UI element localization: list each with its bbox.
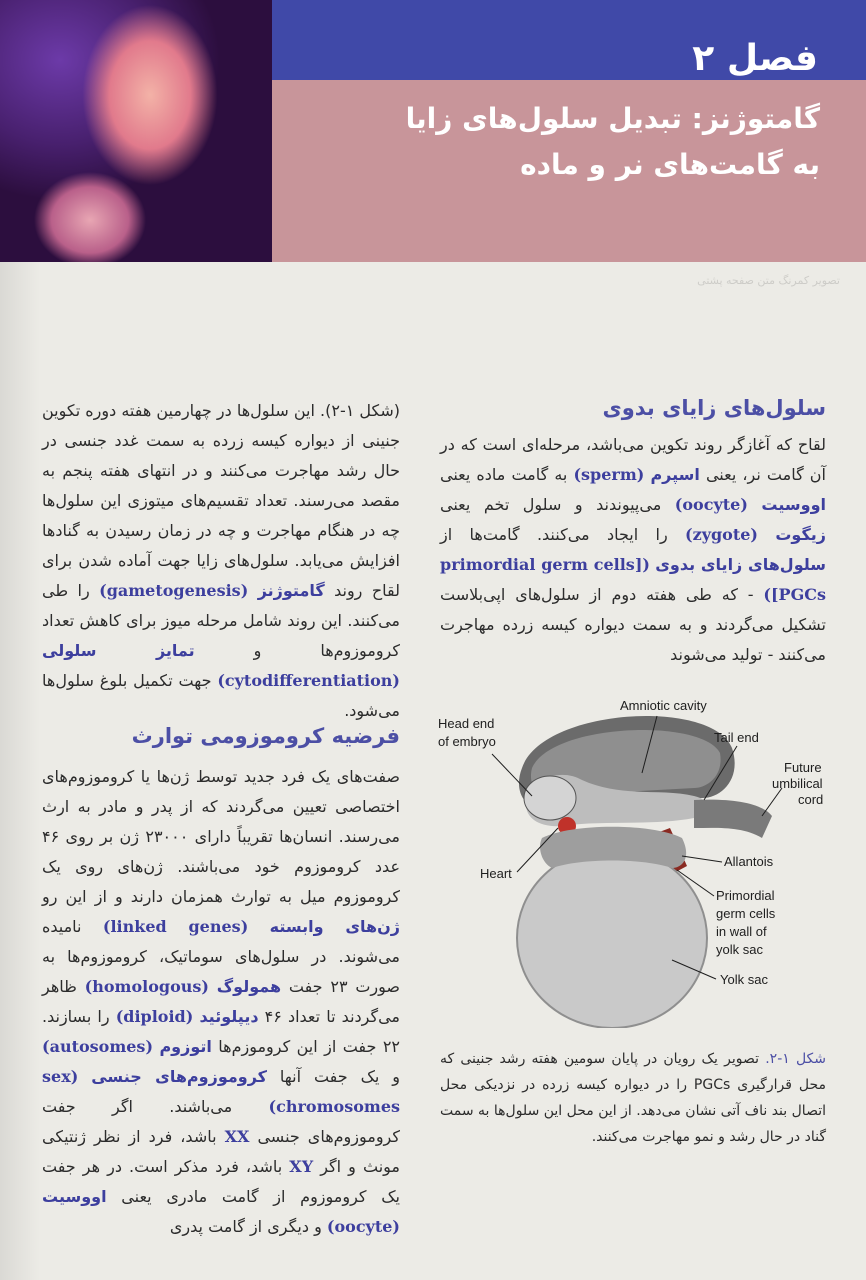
paragraph <box>42 396 400 726</box>
term-sex-chromosomes-en: (sex chromosomes) <box>42 1067 400 1116</box>
text: و یک جفت آنها <box>279 1067 400 1086</box>
term-sex-chromosomes: کروموزوم‌های جنسی <box>91 1067 267 1086</box>
term-diploid-en: (diploid) <box>115 1007 194 1026</box>
term-oocyte-en: (oocyte) <box>326 1217 400 1236</box>
umbilical-stalk <box>694 800 772 838</box>
term-oocyte-en: (oocyte) <box>674 495 748 514</box>
label-tail-end: Tail end <box>714 730 759 745</box>
term-oocyte: اووسیت <box>761 495 826 514</box>
section-heading-chromosomal: فرضیه کروموزومی توارث <box>131 724 400 748</box>
text: - که طی هفته دوم از سلول‌های اپی‌بلاست تشکیل می‌گردند و به سمت دیواره کیسه زرده مهاجرت می‌کنند - تولید می‌شوند <box>440 585 826 664</box>
gutter-shadow <box>0 262 40 1280</box>
term-zygote: زیگوت <box>775 525 826 544</box>
label-pgc-4: yolk sac <box>716 942 763 957</box>
label-umbilical-1: Future <box>784 760 822 775</box>
term-cytodifferentiation-en: (cytodifferentiation) <box>217 671 400 690</box>
label-allantois: Allantois <box>724 854 774 869</box>
term-autosomes-en: (autosomes) <box>42 1037 154 1056</box>
section-primordial-continued <box>42 396 400 726</box>
chapter-title-line1: گامتوژنز: تبدیل سلول‌های زایا <box>405 102 820 135</box>
term-xx: XX <box>224 1127 250 1146</box>
bleed-through-text: تصویر کمرنگ متن صفحه پشتی <box>697 274 840 287</box>
chapter-title-line2: به گامت‌های نر و ماده <box>520 148 820 181</box>
yolk-sac <box>517 848 707 1028</box>
term-linked-genes-en: (linked genes) <box>102 917 249 936</box>
term-autosomes: اتوزوم <box>159 1037 212 1056</box>
term-homologous: همولوگ <box>216 977 282 996</box>
label-pgc-1: Primordial <box>716 888 775 903</box>
term-linked-genes: ژن‌های وابسته <box>269 917 401 936</box>
leader-allantois <box>682 856 722 862</box>
term-sperm-en: (sperm) <box>573 465 645 484</box>
term-sperm: اسپرم <box>650 465 700 484</box>
text: نامیده می‌شوند. در سلول‌های سوماتیک، کروموزوم‌ها به صورت ۲۳ جفت <box>42 917 400 996</box>
term-homologous-en: (homologous) <box>84 977 209 996</box>
embryo-diagram <box>432 688 832 1028</box>
text: صفت‌های یک فرد جدید توسط ژن‌ها یا کروموزوم‌های اختصاصی تعیین می‌گردند که از پدر و مادر به ارث می‌رسند. انسان‌ها تقریباً دارای ۲۳۰۰۰ ژن بر روی ۴۶ عدد کروموزوم خود می‌باشند. ژن‌های روی یک کروموزوم میل به توارث همزمان دارند و از این رو <box>42 767 400 906</box>
label-pgc-3: in wall of <box>716 924 767 939</box>
term-cytodifferentiation: تمایز سلولی <box>42 641 195 660</box>
figure-caption <box>440 1046 826 1150</box>
label-yolk-sac: Yolk sac <box>720 972 768 987</box>
text: می‌باشند. اگر جفت کروموزوم‌های جنسی <box>42 1097 401 1146</box>
text: باشد، فرد مذکر است. در هر جفت یک کروموزوم از گامت مادری یعنی <box>42 1157 400 1206</box>
label-heart: Heart <box>480 866 512 881</box>
text: را بسازند. ۲۲ جفت از این کروموزم‌ها <box>42 1007 400 1056</box>
chapter-title <box>280 96 820 188</box>
leader-umbilical <box>762 788 782 816</box>
embryo-diagram-svg <box>432 688 832 1028</box>
label-head-end-1: Head end <box>438 716 495 731</box>
term-xy: XY <box>289 1157 314 1176</box>
label-umbilical-2: umbilical <box>772 776 823 791</box>
term-diploid: دیپلوئید <box>199 1007 259 1026</box>
label-umbilical-3: cord <box>798 792 824 807</box>
term-pgc: سلول‌های زایای بدوی <box>655 555 826 574</box>
text: می‌پیوندند و سلول تخم یعنی <box>440 495 662 514</box>
term-gametogenesis: گامتوژنز <box>257 581 325 600</box>
term-pgc-en: ([primordial germ cells [PGCs) <box>440 555 826 604</box>
text: جهت تکمیل بلوغ سلول‌ها می‌شود. <box>42 671 400 720</box>
embryo-photo <box>0 0 272 262</box>
section-chromosomal-body <box>42 762 400 1242</box>
text: را طی می‌کنند. این روند شامل مرحله میوز برای کاهش تعداد کروموزوم‌ها و <box>42 581 400 660</box>
term-gametogenesis-en: (gametogenesis) <box>99 581 249 600</box>
term-oocyte: اووسیت <box>42 1187 107 1206</box>
embryo-head <box>524 776 576 820</box>
paragraph <box>42 762 400 1242</box>
section-heading-primordial: سلول‌های زایای بدوی <box>602 396 826 420</box>
caption-text: تصویر یک رویان در پایان سومین هفته رشد جنینی که محل قرارگیری PGCs را در دیواره کیسه زرده در نزدیکی محل اتصال بند ناف آتی نشان می‌دهد. از این محل این سلول‌ها به سمت گناد در حال رشد و نمو مهاجرت می‌کنند. <box>440 1051 826 1145</box>
text: و دیگری از گامت پدری <box>169 1217 322 1236</box>
section-primordial-body <box>440 430 826 670</box>
term-zygote-en: (zygote) <box>685 525 758 544</box>
text: ظاهر می‌گردند تا تعداد ۴۶ <box>42 977 400 1026</box>
text: (شکل ۱-۲). این سلول‌ها در چهارمین هفته دوره تکوین جنینی از دیواره کیسه زرده به سمت غدد جنسی در حال رشد مهاجرت می‌کنند و در انتهای هفته پنجم به مقصد می‌رسند. تعداد تقسیم‌های میتوزی این سلول‌ها چه در هنگام مهاجرت و چه در زمان رسیدن به گنادها افزایش می‌یابد. سلول‌های زایا جهت آماده شدن برای لقاح روند <box>42 401 401 600</box>
label-pgc-2: germ cells <box>716 906 776 921</box>
text: باشد، فرد از نظر ژنتیکی مونث و اگر <box>42 1127 400 1176</box>
text: را ایجاد می‌کنند. گامت‌ها از <box>440 525 668 544</box>
text: لقاح که آغازگر روند تکوین می‌باشد، مرحله‌ای است که در آن گامت نر، یعنی <box>440 435 826 484</box>
label-amniotic-cavity: Amniotic cavity <box>620 698 707 713</box>
paragraph <box>440 430 826 670</box>
label-head-end-2: of embryo <box>438 734 496 749</box>
caption-label: شکل ۱-۲. <box>765 1051 827 1067</box>
text: به گامت ماده یعنی <box>440 465 568 484</box>
chapter-number: فصل ۲ <box>692 38 818 79</box>
